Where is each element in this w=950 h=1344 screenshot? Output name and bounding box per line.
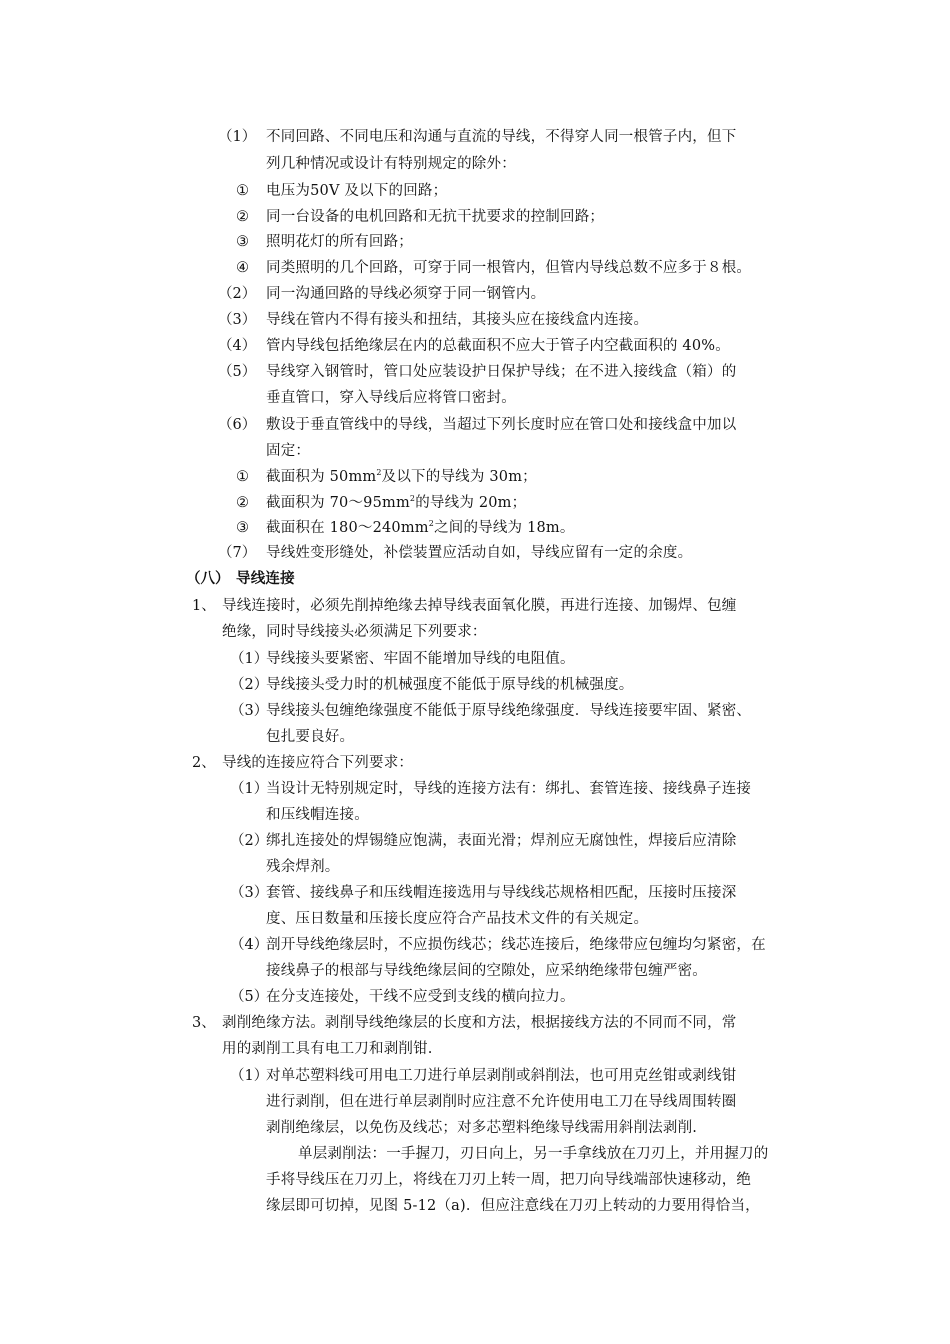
text-line: 缘层即可切掉，见图 5-12（a)．但应注意线在刀刃上转动的力要用得恰当，: [266, 1198, 760, 1214]
rule-number: （4）: [218, 338, 257, 354]
superscript: 2: [409, 494, 416, 504]
text-line: 导线姓变形缝处，补偿装置应活动自如，导线应留有一定的余度。: [266, 545, 693, 561]
text-line: 导线连接时，必须先削掉绝缘去掉导线表面氧化膜，再进行连接、加锡焊、包缠: [222, 598, 737, 614]
text-line: 和压线帽连接。: [266, 807, 369, 823]
text-line: 电压为50V 及以下的回路；: [266, 183, 448, 199]
text-line: 单层剥削法：一手握刀，刃日向上，另一手拿线放在刀刃上，并用握刀的: [298, 1146, 769, 1162]
text-line: 同类照明的几个回路，可穿于同一根管内，但管内导线总数不应多于８根。: [266, 260, 752, 276]
item-number: （1）: [230, 1068, 269, 1084]
text-line: 套管、接线鼻子和压线帽连接选用与导线线芯规格相匹配，压接时压接深: [266, 885, 737, 901]
rule-number: （3）: [218, 312, 257, 328]
text-line: 接线鼻子的根部与导线绝缘层间的空隙处，应采纳绝缘带包缠严密。: [266, 963, 707, 979]
superscript: 2: [376, 468, 382, 478]
item-number: （1）: [230, 781, 269, 797]
rule-number: （6）: [218, 417, 257, 433]
sub-item-number: ③: [236, 234, 249, 250]
item-number: 1、: [192, 598, 216, 614]
text-line: 导线的连接应符合下列要求：: [222, 755, 414, 771]
item-number: （3）: [230, 703, 269, 719]
item-number: 2、: [192, 755, 216, 771]
text-line: 照明花灯的所有回路；: [266, 234, 413, 250]
text-line: 同一台设备的电机回路和无抗干扰要求的控制回路；: [266, 209, 605, 225]
rule-number: （1）: [218, 129, 257, 145]
item-number: （2）: [230, 833, 269, 849]
text-line: 不同回路、不同电压和沟通与直流的导线，不得穿人同一根管子内，但下: [266, 129, 737, 145]
text-line: 剥削绝缘层，以免伤及线芯；对多芯塑料绝缘导线需用斜削法剥削.: [266, 1120, 698, 1136]
text-line: 导线接头要紧密、牢固不能增加导线的电阻值。: [266, 651, 575, 667]
text-line: 度、压日数量和压接长度应符合产品技术文件的有关规定。: [266, 911, 649, 927]
text-line: 用的剥削工具有电工刀和剥削钳.: [222, 1041, 433, 1057]
text-line: 列几种情况或设计有特别规定的除外：: [266, 156, 516, 172]
text-line: 截面积为 $50mm^2$及以下的导线为 30m；: [266, 468, 537, 485]
text-line: 剥削绝缘方法。剥削导线绝缘层的长度和方法，根据接线方法的不同而不同，常: [222, 1015, 737, 1031]
text-line: 管内导线包括绝缘层在内的总截面积不应大于管子内空截面积的 40%。: [266, 338, 730, 354]
item-number: （3）: [230, 885, 269, 901]
text-line: 对单芯塑料线可用电工刀进行单层剥削或斜削法，也可用克丝钳或剥线钳: [266, 1068, 737, 1084]
text-line: 导线穿入钢管时，管口处应装设护日保护导线；在不进入接线盒（箱）的: [266, 364, 737, 380]
text-line: 剖开导线绝缘层时，不应损伤线芯；线芯连接后，绝缘带应包缠均匀紧密，在: [266, 937, 766, 953]
rule-number: （7）: [218, 545, 257, 561]
text-line: 固定：: [266, 443, 311, 459]
item-number: 3、: [192, 1015, 216, 1031]
sub-item-number: ④: [236, 260, 249, 276]
text-line: 导线接头包缠绝缘强度不能低于原导线绝缘强度．导线连接要牢固、紧密、: [266, 703, 752, 719]
text-line: 包扎要良好。: [266, 729, 355, 745]
text-line: 截面积在 $180\sim 240mm^2$之间的导线为 18m。: [266, 519, 575, 536]
text-line: 残余焊剂。: [266, 859, 340, 875]
item-number: （5）: [230, 989, 269, 1005]
item-number: （4）: [230, 937, 269, 953]
section-number: （八）: [186, 571, 230, 587]
text-line: 导线接头受力时的机械强度不能低于原导线的机械强度。: [266, 677, 634, 693]
sub-item-number: ②: [236, 209, 249, 225]
text-line: 绑扎连接处的焊锡缝应饱满，表面光滑；焊剂应无腐蚀性，焊接后应清除: [266, 833, 737, 849]
sub-item-number: ①: [236, 469, 249, 485]
rule-number: （5）: [218, 364, 257, 380]
sub-item-number: ③: [236, 520, 249, 536]
text-line: 手将导线压在刀刃上，将线在刀刃上转一周，把刀向导线端部快速移动，绝: [266, 1172, 752, 1188]
item-number: （1）: [230, 651, 269, 667]
text-line: 绝缘，同时导线接头必须满足下列要求：: [222, 624, 487, 640]
item-number: （2）: [230, 677, 269, 693]
rule-number: （2）: [218, 286, 257, 302]
text-line: 在分支连接处，干线不应受到支线的横向拉力。: [266, 989, 575, 1005]
text-line: 进行剥削，但在进行单层剥削时应注意不允许使用电工刀在导线周围转圈: [266, 1094, 737, 1110]
text-line: 当设计无特别规定时，导线的连接方法有：绑扎、套管连接、接线鼻子连接: [266, 781, 752, 797]
sub-item-number: ①: [236, 183, 249, 199]
text-line: 同一沟通回路的导线必须穿于同一钢管内。: [266, 286, 546, 302]
section-title: 导线连接: [236, 571, 295, 587]
text-line: 敷设于垂直管线中的导线，当超过下列长度时应在管口处和接线盒中加以: [266, 417, 737, 433]
text-line: 导线在管内不得有接头和扭结，其接头应在接线盒内连接。: [266, 312, 649, 328]
sub-item-number: ②: [236, 495, 249, 511]
text-line: 垂直管口，穿入导线后应将管口密封。: [266, 390, 516, 406]
text-line: 截面积为 $70\sim 95mm^2$的导线为 20m；: [266, 494, 527, 511]
superscript: 2: [428, 519, 435, 529]
